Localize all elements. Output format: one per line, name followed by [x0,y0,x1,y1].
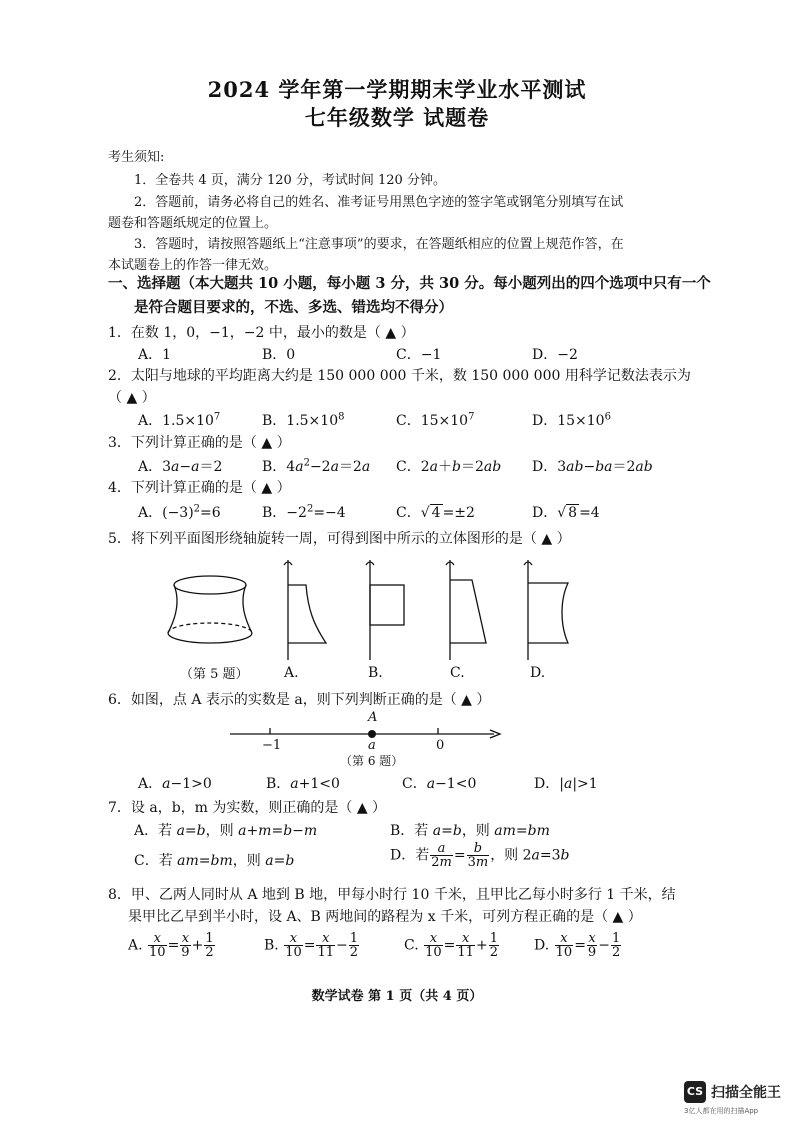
q8-stem-b: 果甲比乙早到半小时，设 A、B 两地间的路程为 x 千米，可列方程正确的是（ ▲ ） [128,909,642,925]
q5-figures [160,555,610,667]
q1-option-b: B．0 [262,347,296,363]
notice-item-2a: 2．答题前，请务必将自己的姓名、准考证号用黑色字迹的签字笔或钢笔分别填写在试 [134,195,624,210]
q7-option-d: D．若 $\frac{a}{2m}$ = $\frac{b}{3m}$ ，则 2a=3b [390,841,570,870]
option-d-figure [524,560,568,660]
q6-tick-neg1: −1 [262,738,282,753]
q3-option-b: B．$4a^2-2a=2a$ [262,457,371,475]
q2-option-d: D．$15\times 10^6$ [532,411,611,429]
q2-option-b: B．$1.5\times 10^8$ [262,411,345,429]
notice-heading: 考生须知: [108,150,165,165]
q4-option-d: D．√ 8 =4 [532,505,600,521]
q7-option-a: A．若 a=b，则 a+m=b−m [134,823,318,839]
q3-stem: 3．下列计算正确的是（ ▲ ） [108,435,291,451]
option-a-figure [284,560,326,660]
q8-option-c: C. $\frac{x}{10}$ = $\frac{x}{11}$ + $\frac{1}{2}$ [404,931,498,960]
q3-option-a: A．3a−a＝2 [138,459,223,475]
q8-stem-a: 8．甲、乙两人同时从 A 地到 B 地，甲每小时行 10 千米，且甲比乙每小时多行 1 千米，结 [108,887,676,903]
notice-item-2b: 题卷和答题纸规定的位置上。 [108,216,278,231]
option-c-figure [446,560,486,660]
q8-option-a: A. $\frac{x}{10}$ = $\frac{x}{9}$ + $\frac{1}{2}$ [128,931,214,960]
q7-option-c: C．若 am=bm，则 a=b [134,853,295,869]
q6-point-label: A [368,710,378,725]
q6-point-value: a [368,738,376,753]
q3-option-d: D．3ab−ba＝2ab [532,459,653,475]
section-heading-b: 是符合题目要求的，不选、多选、错选均不得分） [134,299,453,316]
exam-title: 2024 学年第一学期期末学业水平测试 [207,77,587,102]
q2-stem-b: （ ▲ ） [108,390,156,406]
page-footer: 数学试卷 第 1 页（共 4 页） [311,989,483,1004]
q5-stem: 5．将下列平面图形绕轴旋转一周，可得到图中所示的立体图形的是（ ▲ ） [108,531,571,547]
notice-item-3a: 3．答题时，请按照答题纸上“注意事项”的要求，在答题纸相应的位置上规范作答，在 [134,237,624,252]
q4-stem: 4．下列计算正确的是（ ▲ ） [108,480,291,496]
q6-stem: 6．如图，点 A 表示的实数是 a，则下列判断正确的是（ ▲ ） [108,692,491,708]
point-a-dot [368,730,376,738]
q5-option-d: D. [530,665,546,681]
q6-option-a: A．a−1>0 [138,776,212,792]
q4-option-b: B．$-2^2=-4$ [262,503,346,521]
q1-stem: 1．在数 1，0，−1，−2 中，最小的数是（ ▲ ） [108,325,415,341]
q2-stem-a: 2．太阳与地球的平均距离大约是 150 000 000 千米，数 150 000 000 用科学记数法表示为 [108,368,691,384]
notice-item-1: 1．全卷共 4 页，满分 120 分，考试时间 120 分钟。 [134,173,446,188]
q1-option-d: D．−2 [532,347,578,363]
option-b-figure [366,560,404,660]
q5-caption: （第 5 题） [180,667,249,682]
q6-option-b: B．a+1<0 [266,776,340,792]
notice-item-3b: 本试题卷上的作答一律无效。 [108,258,278,273]
q5-option-c: C. [450,665,465,681]
q6-caption: （第 6 题） [340,754,404,768]
q8-option-d: D. $\frac{x}{10}$ = $\frac{x}{9}$ − $\frac{1}{2}$ [534,931,621,960]
q3-option-c: C．2a＋b＝2ab [396,459,502,475]
scanner-app-name: 扫描全能王 [711,1085,781,1101]
q6-option-d: D．|a|>1 [534,776,598,792]
q2-option-c: C．$15\times 10^7$ [396,411,475,429]
q6-option-c: C．a−1<0 [402,776,477,792]
q7-stem: 7．设 a，b，m 为实数，则正确的是（ ▲ ） [108,800,387,816]
q5-option-a: A. [284,665,299,681]
q4-option-c: C．√ 4 =±2 [396,505,475,521]
exam-subtitle: 七年级数学 试题卷 [304,105,490,130]
q1-option-c: C．−1 [396,347,442,363]
q6-tick-0: 0 [436,738,445,753]
q1-option-a: A．1 [138,347,172,363]
q2-option-a: A．$1.5\times 10^7$ [138,411,221,429]
scanner-logo-icon: CS [684,1081,706,1103]
q4-option-a: A．$(-3)^2=6$ [138,503,221,521]
q8-option-b: B. $\frac{x}{10}$ = $\frac{x}{11}$ − $\frac{1}{2}$ [264,931,359,960]
q7-option-b: B．若 a=b，则 am=bm [390,823,550,839]
scanner-tagline: 3亿人都在用的扫描App [684,1107,759,1115]
q5-option-b: B. [368,665,383,681]
section-heading-a: 一、选择题（本大题共 10 小题，每小题 3 分，共 30 分。每小题列出的四个选项中只有一个 [108,275,711,292]
solid-figure [168,576,252,643]
